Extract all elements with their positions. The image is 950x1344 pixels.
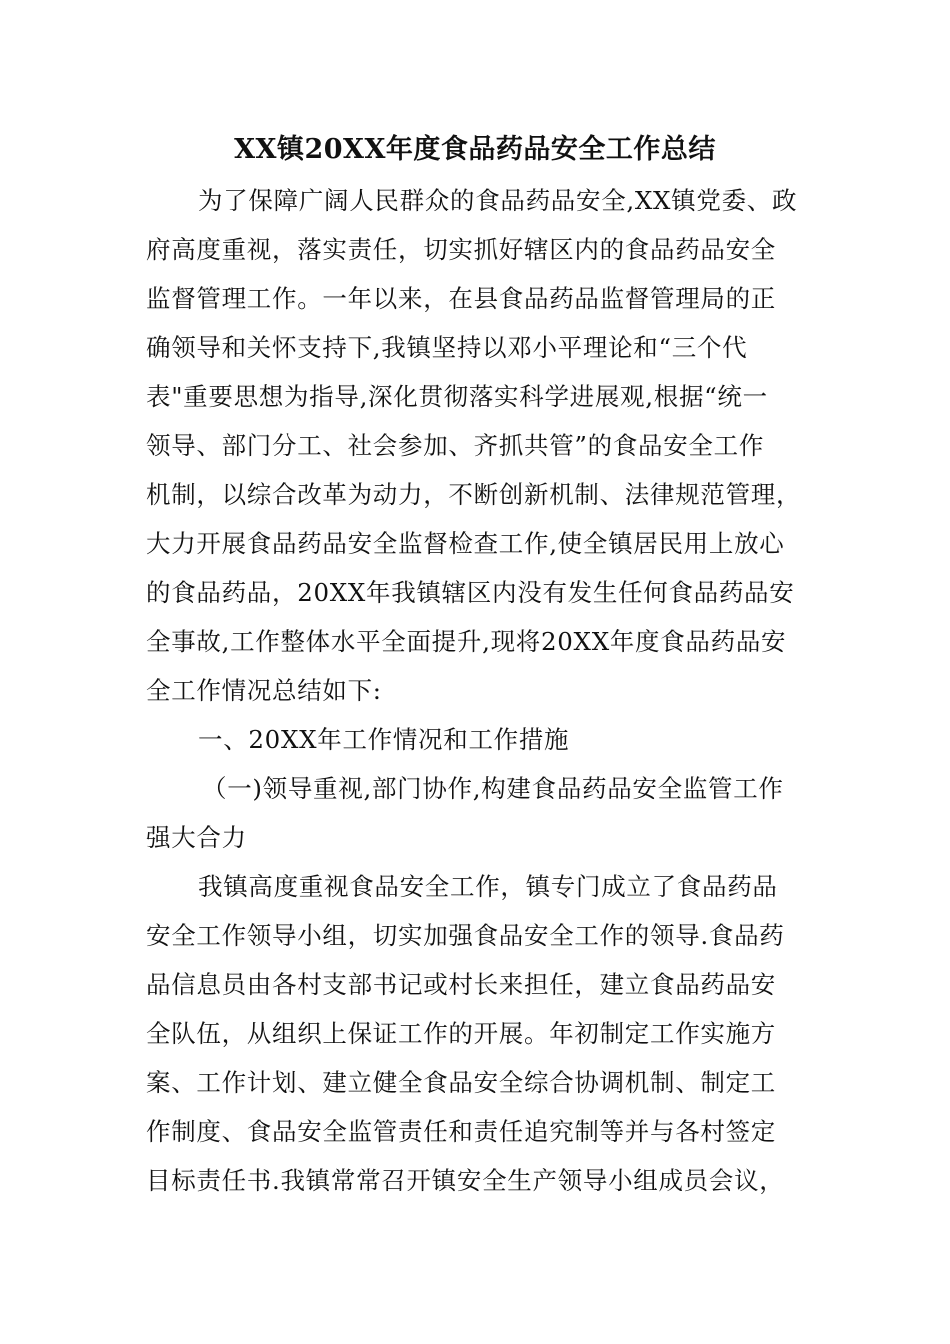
paragraph-line: 监督管理工作。一年以来，在县食品药品监督管理局的正	[146, 284, 776, 313]
paragraph-line: 大力开展食品药品安全监督检查工作,使全镇居民用上放心	[146, 529, 785, 558]
subsection-heading-continuation: 强大合力	[146, 823, 247, 852]
paragraph-line: 我镇高度重视食品安全工作，镇专门成立了食品药品	[198, 872, 778, 901]
paragraph-line: 安全工作领导小组，切实加强食品安全工作的领导.食品药	[146, 921, 785, 950]
paragraph-line: 的食品药品，20XX年我镇辖区内没有发生任何食品药品安	[146, 578, 795, 607]
paragraph-line: 品信息员由各村支部书记或村长来担任，建立食品药品安	[146, 970, 776, 999]
document-body	[146, 176, 806, 1205]
subsection-heading: （一)领导重视,部门协作,构建食品药品安全监管工作	[202, 774, 784, 803]
paragraph-line: 确领导和关怀支持下,我镇坚持以邓小平理论和“三个代	[146, 333, 748, 362]
paragraph-line: 全队伍，从组织上保证工作的开展。年初制定工作实施方	[146, 1019, 776, 1048]
paragraph-line: 作制度、食品安全监管责任和责任追究制等并与各村签定	[146, 1117, 776, 1146]
paragraph-line: 全事故,工作整体水平全面提升,现将20XX年度食品药品安	[146, 627, 787, 656]
document-title: XX镇20XX年度食品药品安全工作总结	[234, 134, 716, 165]
paragraph-line: 机制，以综合改革为动力，不断创新机制、法律规范管理，	[146, 480, 802, 509]
paragraph-line: 为了保障广阔人民群众的食品药品安全,XX镇党委、政	[198, 186, 798, 215]
paragraph-line: 府高度重视，落实责任，切实抓好辖区内的食品药品安全	[146, 235, 776, 264]
section-heading: 一、20XX年工作情况和工作措施	[198, 725, 570, 754]
paragraph-line: 案、工作计划、建立健全食品安全综合协调机制、制定工	[146, 1068, 776, 1097]
paragraph-line: 目标责任书.我镇常常召开镇安全生产领导小组成员会议，	[146, 1166, 785, 1195]
paragraph-line: 表"重要思想为指导,深化贯彻落实科学进展观,根据“统一	[146, 382, 768, 411]
paragraph-line: 领导、部门分工、社会参加、齐抓共管”的食品安全工作	[146, 431, 765, 460]
paragraph-line: 全工作情况总结如下:	[146, 676, 382, 705]
